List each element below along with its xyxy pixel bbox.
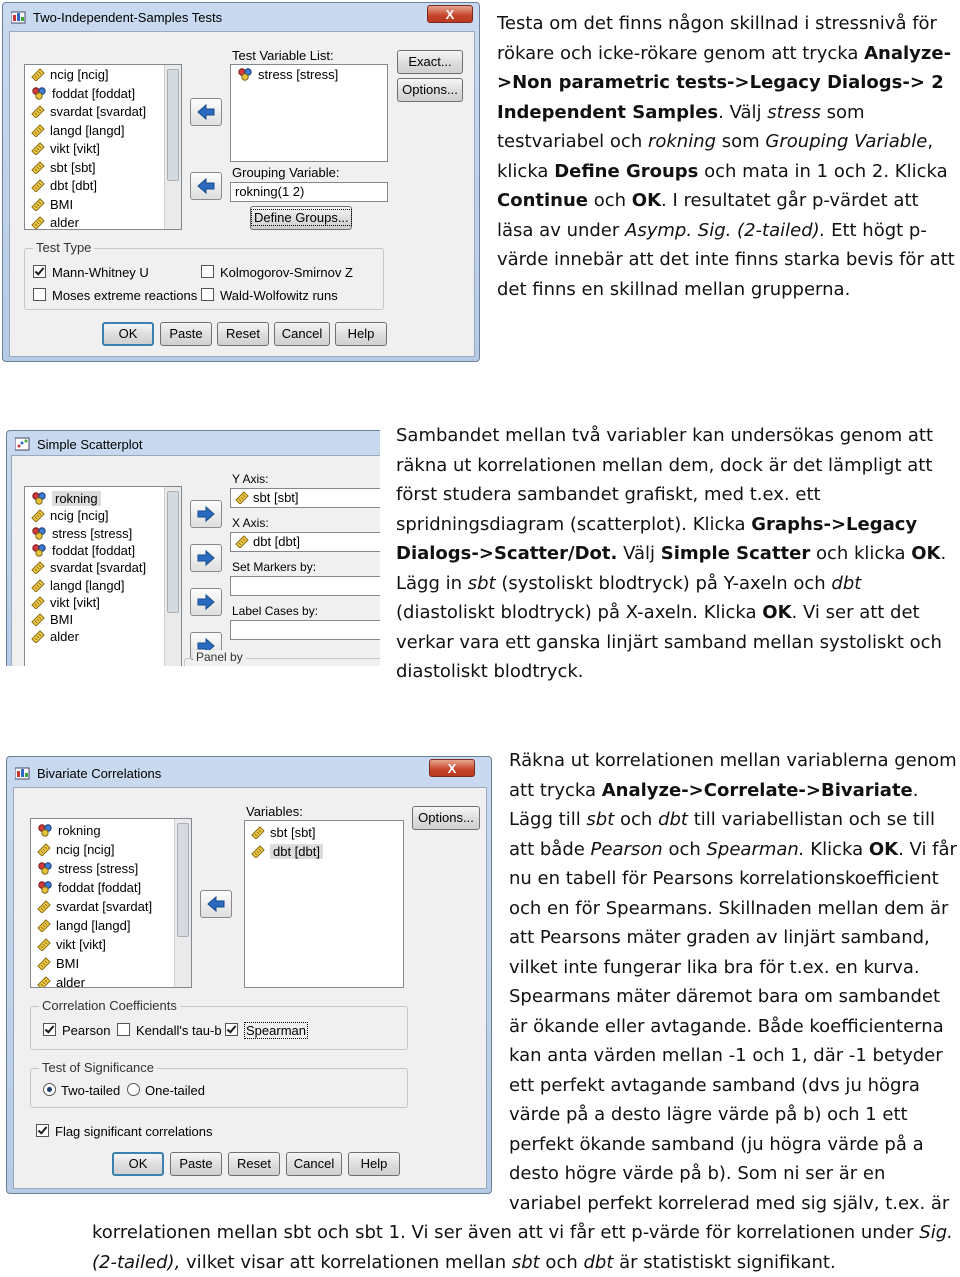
list-item[interactable]	[31, 595, 100, 613]
scale-variable-icon	[37, 918, 51, 935]
text-run: Asymp. Sig. (2-tailed).	[625, 219, 826, 241]
two-tailed-radio[interactable]: Two-tailed	[43, 1083, 120, 1098]
arrow-right-icon	[196, 549, 216, 567]
scale-variable-icon	[31, 141, 45, 158]
correlation-coefficients-label: Correlation Coefficients	[39, 998, 180, 1013]
text-run: (systoliskt blodtryck) på Y-axeln och	[495, 572, 832, 594]
text-run: OK	[868, 838, 899, 860]
list-item-label: dbt [dbt]	[50, 178, 97, 193]
list-item[interactable]	[31, 560, 146, 578]
list-item-label: sbt [sbt]	[270, 825, 316, 840]
checkbox-unchecked-icon	[33, 288, 46, 301]
define-groups-button[interactable]: Define Groups...	[250, 206, 352, 230]
list-item-label: ncig [ncig]	[50, 508, 109, 524]
spearman-checkbox[interactable]: Spearman	[225, 1023, 308, 1038]
text-run: sbt	[511, 1251, 540, 1273]
scale-variable-icon	[31, 215, 45, 230]
text-run: och	[662, 838, 707, 860]
list-item[interactable]	[31, 578, 124, 596]
arrow-right-icon	[196, 505, 216, 523]
dialog-title: Two-Independent-Samples Tests	[33, 10, 223, 25]
checkbox-checked-icon	[36, 1124, 49, 1137]
arrow-right-icon	[196, 593, 216, 611]
source-variable-list[interactable]	[24, 64, 182, 230]
checkbox-checked-icon	[33, 265, 46, 278]
section3-paragraph	[92, 746, 960, 1277]
list-item-label: svardat [svardat]	[56, 899, 153, 914]
exact-button[interactable]: Exact...	[397, 50, 463, 74]
list-item[interactable]	[31, 526, 132, 544]
spss-window-icon	[11, 10, 27, 24]
list-item-label: BMI	[50, 612, 74, 628]
nominal-variable-icon	[31, 543, 47, 560]
text-run: Analyze->Correlate->Bivariate	[601, 779, 913, 801]
cancel-button[interactable]: Cancel	[274, 322, 330, 346]
list-item-label: stress [stress]	[58, 861, 139, 876]
text-run: Klicka	[804, 838, 869, 860]
paste-button[interactable]: Paste	[160, 322, 212, 346]
list-item-label: vikt [vikt]	[56, 937, 106, 952]
list-item-label: svardat [svardat]	[50, 560, 147, 576]
list-item-label: ncig [ncig]	[50, 67, 109, 82]
list-item-label: foddat [foddat]	[58, 880, 142, 895]
x-axis-value: dbt [dbt]	[253, 534, 300, 549]
scale-variable-icon	[31, 160, 45, 177]
nominal-variable-icon	[31, 86, 47, 103]
scale-variable-icon	[37, 937, 51, 954]
panel-by-group	[184, 650, 380, 666]
options-button[interactable]: Options...	[397, 78, 463, 102]
list-item-label: alder	[50, 215, 79, 230]
list-item-label: dbt [dbt]	[270, 844, 323, 859]
text-run: . Välj	[718, 101, 768, 123]
reset-button[interactable]: Reset	[228, 1152, 280, 1176]
text-run: . I resultatet går p-värdet att läsa av under	[497, 190, 919, 241]
scale-variable-icon	[37, 975, 51, 988]
list-item[interactable]	[31, 141, 100, 159]
text-run: . Vi ser att det verkar vara ett ganska linjärt samband mellan systoliskt och diastoliskt blodtryck.	[396, 602, 942, 682]
text-run: Välj	[617, 543, 661, 564]
list-item[interactable]	[31, 178, 97, 196]
nominal-variable-icon	[37, 880, 53, 897]
list-item[interactable]	[37, 975, 85, 988]
list-item-label: ncig [ncig]	[56, 842, 115, 857]
cancel-button[interactable]: Cancel	[286, 1152, 342, 1176]
label-cases-label: Label Cases by:	[232, 604, 319, 618]
section2-paragraph	[396, 421, 959, 687]
test-variable-list-label: Test Variable List:	[232, 48, 334, 63]
move-to-x-axis-button[interactable]	[190, 544, 222, 572]
move-to-set-markers-button[interactable]	[190, 588, 222, 616]
variables-label: Variables:	[246, 804, 303, 819]
source-list-scrollbar[interactable]	[164, 487, 181, 666]
grouping-variable-label: Grouping Variable:	[232, 165, 340, 180]
set-markers-label: Set Markers by:	[232, 560, 317, 574]
source-variable-list[interactable]	[24, 486, 182, 666]
list-item[interactable]	[31, 67, 109, 85]
scale-variable-icon	[31, 104, 45, 121]
text-run: sbt	[586, 809, 615, 830]
scatterplot-window-icon	[15, 437, 31, 451]
list-item-label: alder	[56, 975, 85, 988]
scale-variable-icon	[235, 534, 249, 548]
close-icon: X	[447, 761, 457, 776]
list-item[interactable]	[31, 215, 79, 230]
list-item[interactable]	[31, 543, 135, 561]
list-item[interactable]	[31, 612, 73, 630]
ok-button[interactable]: OK	[112, 1152, 164, 1176]
checkbox-unchecked-icon	[201, 288, 214, 301]
title-bar[interactable]	[7, 431, 380, 457]
flag-significant-checkbox[interactable]: Flag significant correlations	[36, 1124, 213, 1139]
text-run: Simple Scatter	[660, 543, 811, 564]
list-item-label: alder	[50, 629, 79, 645]
list-item[interactable]	[31, 86, 135, 104]
list-item-label: stress [stress]	[258, 67, 339, 82]
scale-variable-icon	[31, 123, 45, 140]
test-type-label: Test Type	[33, 240, 94, 255]
text-run: som	[716, 131, 766, 152]
text-run: stress	[767, 101, 821, 123]
dialog-body	[9, 31, 475, 357]
text-run: rokning	[647, 131, 717, 152]
text-run: Ett högt p-värde innebär att det inte finns starka bevis för att det finns en skillnad mellan grupperna.	[497, 219, 955, 300]
checkbox-checked-icon	[43, 1023, 56, 1036]
text-run: OK	[911, 543, 941, 564]
list-item-label: rokning	[52, 491, 101, 506]
list-item[interactable]	[237, 67, 338, 85]
section1-paragraph	[497, 9, 959, 304]
text-run: och mata in 1 och 2. Klicka	[698, 160, 948, 182]
list-item-label: svardat [svardat]	[50, 104, 147, 119]
x-axis-label: X Axis:	[232, 516, 269, 530]
text-run: Continue	[497, 190, 589, 211]
y-axis-field[interactable]	[230, 488, 380, 508]
text-run: Graphs->Legacy Dialogs->Scatter/Dot.	[396, 513, 918, 564]
text-run: Analyze->Non parametric tests->Legacy Dialogs-> 2 Independent Samples	[497, 42, 952, 123]
scale-variable-icon	[31, 197, 45, 214]
moses-checkbox[interactable]: Moses extreme reactions	[33, 288, 197, 303]
nominal-variable-icon	[31, 491, 47, 508]
kendall-checkbox[interactable]: Kendall's tau-b	[117, 1023, 222, 1038]
text-run: Sambandet mellan två variabler kan undersökas genom att räkna ut korrelationen mellan dem, dock är det lämpligt att först studera sambandet grafiskt, med t.ex. ett spridningsdiagram (scatterplot). Klicka	[396, 425, 934, 535]
paste-button[interactable]: Paste	[170, 1152, 222, 1176]
text-run: (diastoliskt blodtryck) på X-axeln. Klicka	[396, 602, 763, 623]
arrow-left-icon	[196, 103, 216, 121]
y-axis-value: sbt [sbt]	[253, 490, 299, 505]
text-run: OK	[762, 602, 792, 623]
list-item-label: rokning	[58, 823, 101, 838]
scale-variable-icon	[37, 899, 51, 916]
scale-variable-icon	[31, 560, 45, 577]
scale-variable-icon	[31, 595, 45, 612]
scale-variable-icon	[235, 490, 249, 504]
scale-variable-icon	[31, 508, 45, 525]
test-of-significance-label: Test of Significance	[39, 1060, 157, 1075]
x-axis-field[interactable]	[230, 532, 380, 552]
text-run: är statistiskt signifikant.	[613, 1251, 836, 1273]
reset-button[interactable]: Reset	[217, 322, 269, 346]
two-independent-samples-dialog	[2, 2, 480, 362]
grouping-variable-field[interactable]	[230, 182, 388, 202]
text-run: dbt	[658, 809, 688, 830]
move-to-test-variable-button[interactable]	[190, 98, 222, 126]
label-cases-field[interactable]	[230, 620, 380, 640]
text-run: sbt	[467, 572, 496, 594]
pearson-checkbox[interactable]: Pearson	[43, 1023, 110, 1038]
scale-variable-icon	[31, 178, 45, 195]
kolmogorov-smirnov-checkbox[interactable]: Kolmogorov-Smirnov Z	[201, 265, 353, 280]
text-run: Spearman.	[706, 838, 805, 860]
list-item-label: stress [stress]	[52, 525, 133, 541]
text-run: OK	[631, 190, 662, 211]
one-tailed-radio[interactable]: One-tailed	[127, 1083, 205, 1098]
mann-whitney-checkbox[interactable]: Mann-Whitney U	[33, 265, 149, 280]
arrow-left-icon	[196, 177, 216, 195]
help-button[interactable]: Help	[335, 322, 387, 346]
dialog-body	[11, 455, 380, 666]
close-button[interactable]	[427, 5, 473, 23]
spss-window-icon	[15, 766, 31, 780]
text-run: . Vi får nu en tabell för Pearsons korrelationskoefficient och en för Spearmans. Skillnaden mellan dem är att Pearsons mäter graden av linjärt samband, vilket inte fungerar lika bra för t.ex. en kurva. Spearmans mäter däremot bara om sambandet är ökande eller avtagande. Både koefficienterna kan anta värden mellan -1 och 1, där -1 betyder ett perfekt avtagande samband (dvs ju högra värde på a desto lägre värde på b) och 1 ett perfekt ökande samband (ju högra värde på a desto högre värde på b). Som ni ser är en variabel perfekt korrelerad med sig själv, t.ex. är korrelationen mellan sbt och sbt 1. Vi ser även att vi får ett p-värde för korrelationen under	[92, 838, 957, 1243]
text-run: Define Groups	[554, 160, 699, 182]
list-item-label: vikt [vikt]	[50, 141, 100, 156]
list-item-label: foddat [foddat]	[52, 542, 136, 558]
list-item[interactable]	[31, 491, 101, 509]
list-item[interactable]	[31, 197, 73, 215]
list-item[interactable]	[37, 956, 79, 974]
scale-variable-icon	[31, 629, 45, 646]
simple-scatterplot-dialog	[6, 430, 380, 666]
list-item[interactable]	[31, 104, 146, 122]
text-run: till variabellistan och se till att både	[509, 809, 935, 860]
title-bar[interactable]	[3, 3, 479, 33]
y-axis-label: Y Axis:	[232, 472, 269, 486]
panel-by-label: Panel by	[193, 650, 246, 664]
wald-wolfowitz-checkbox[interactable]: Wald-Wolfowitz runs	[201, 288, 338, 303]
text-run: vilket visar att korrelationen mellan	[180, 1251, 512, 1273]
grouping-variable-value: rokning(1 2)	[235, 184, 305, 199]
text-run: Pearson	[590, 838, 663, 860]
nominal-variable-icon	[37, 861, 53, 878]
scale-variable-icon	[31, 67, 45, 84]
scale-variable-icon	[37, 842, 51, 859]
text-run: Grouping Variable	[765, 131, 928, 152]
help-button[interactable]: Help	[348, 1152, 400, 1176]
test-type-group	[24, 240, 384, 310]
text-run: Sig. (2-tailed),	[92, 1222, 953, 1273]
list-item-label: langd [langd]	[56, 918, 131, 933]
text-run: dbt	[831, 572, 862, 594]
list-item-label: langd [langd]	[50, 122, 125, 138]
set-markers-field[interactable]	[230, 576, 380, 596]
list-item[interactable]	[31, 508, 109, 526]
list-item-label: langd [langd]	[50, 577, 125, 593]
text-run: som testvariabel och	[497, 101, 865, 152]
dialog-title: Simple Scatterplot	[37, 437, 143, 452]
list-item[interactable]	[31, 123, 124, 141]
options-button[interactable]: Options...	[412, 806, 480, 830]
text-run: Räkna ut korrelationen mellan variablerna genom att trycka	[509, 750, 957, 801]
list-item-label: BMI	[50, 196, 74, 212]
text-run: och klicka	[810, 543, 912, 564]
test-variable-list[interactable]	[230, 64, 388, 162]
radio-selected-icon	[43, 1083, 56, 1096]
list-item-label: foddat [foddat]	[52, 85, 136, 101]
nominal-variable-icon	[237, 67, 253, 84]
list-item[interactable]	[31, 629, 79, 647]
list-item-label: vikt [vikt]	[50, 594, 100, 610]
move-to-y-axis-button[interactable]	[190, 500, 222, 528]
scale-variable-icon	[31, 612, 45, 629]
text-run: , klicka	[497, 131, 934, 182]
text-run: och	[588, 190, 632, 211]
dialog-title: Bivariate Correlations	[37, 766, 162, 781]
close-icon: X	[445, 7, 455, 22]
nominal-variable-icon	[31, 526, 47, 543]
move-to-grouping-variable-button[interactable]	[190, 172, 222, 200]
text-run: Testa om det finns någon skillnad i stressnivå för rökare och icke-rökare genom att trycka	[497, 13, 937, 64]
checkbox-unchecked-icon	[201, 265, 214, 278]
ok-button[interactable]: OK	[102, 322, 154, 346]
text-run: . Lägg till	[509, 779, 919, 830]
nominal-variable-icon	[37, 823, 53, 840]
text-run: . Lägg in	[396, 543, 947, 594]
text-run: och	[614, 809, 659, 830]
source-list-scrollbar[interactable]	[164, 65, 181, 229]
list-item-label: BMI	[56, 956, 80, 971]
list-item-label: sbt [sbt]	[50, 159, 96, 175]
list-item[interactable]	[31, 160, 96, 178]
scale-variable-icon	[31, 578, 45, 595]
scale-variable-icon	[37, 956, 51, 973]
text-run: och	[539, 1251, 584, 1273]
text-run: dbt	[583, 1251, 614, 1273]
